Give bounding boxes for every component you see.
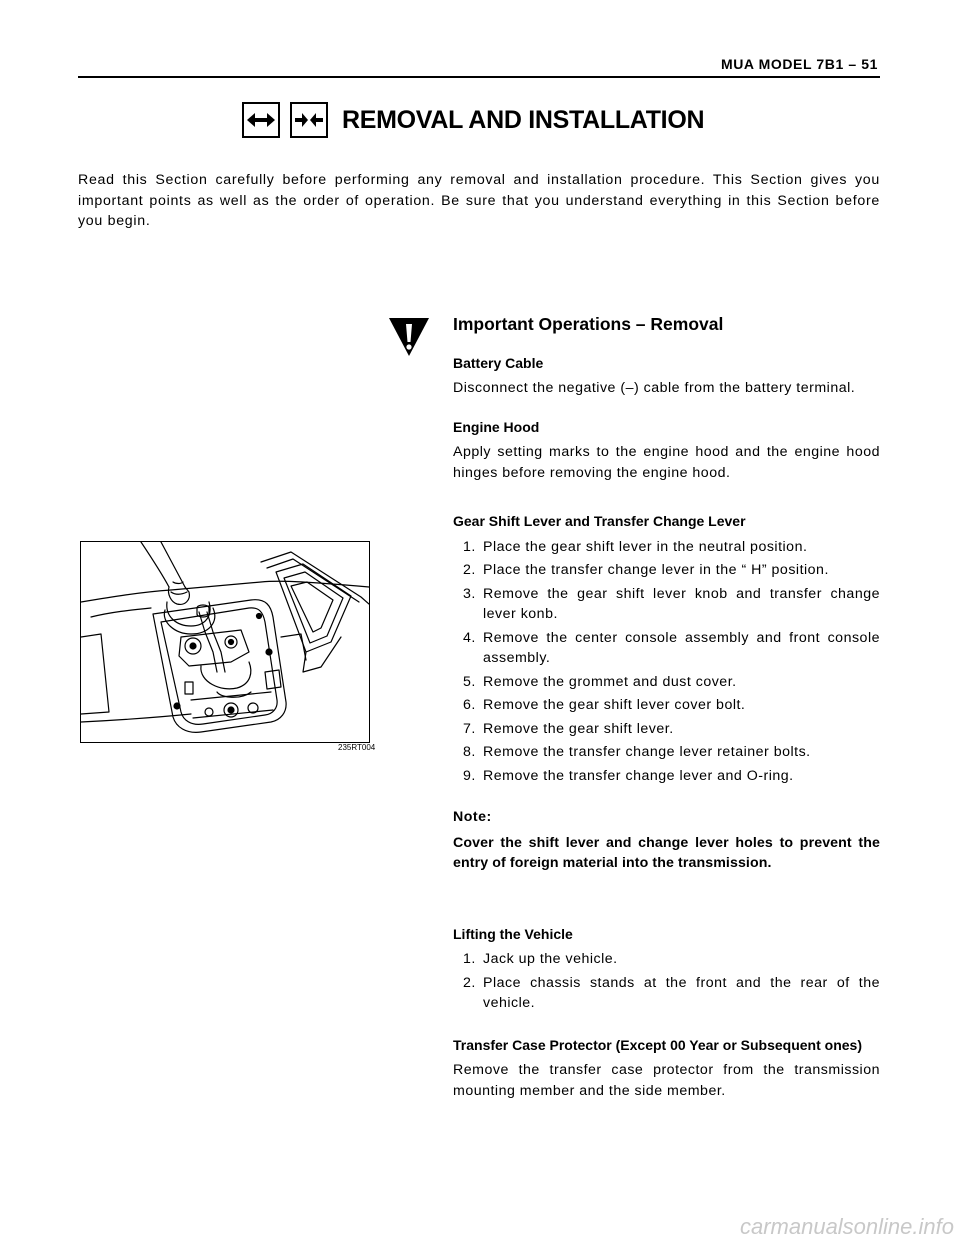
lifting-heading: Lifting the Vehicle bbox=[453, 925, 573, 942]
installation-arrows-icon bbox=[290, 102, 328, 138]
list-item: 5. Remove the grommet and dust cover. bbox=[463, 673, 737, 690]
section-title-row bbox=[242, 100, 704, 140]
section-heading: Important Operations – Removal bbox=[453, 314, 724, 334]
caution-triangle-icon bbox=[388, 316, 430, 363]
list-item: 8. Remove the transfer change lever retainer bolts. bbox=[463, 744, 811, 760]
list-item: 2. Place the transfer change lever in the “ H” position. bbox=[463, 562, 829, 578]
page-header bbox=[78, 54, 880, 78]
list-item: 1. Place the gear shift lever in the neutral position. bbox=[463, 538, 808, 555]
engine-hood-text: Apply setting marks to the engine hood and the engine hood hinges before removing the engine hood. bbox=[453, 444, 880, 481]
list-item: 4. Remove the center console assembly and front console assembly. bbox=[463, 629, 880, 666]
removal-operations-column bbox=[453, 314, 880, 1101]
list-item: 2. Place chassis stands at the front and the rear of the vehicle. bbox=[463, 974, 880, 1011]
gear-shift-steps bbox=[453, 537, 880, 787]
battery-cable-heading: Battery Cable bbox=[453, 354, 544, 371]
protector-text: Remove the transfer case protector from the transmission mounting member and the side member. bbox=[453, 1062, 880, 1099]
list-item: 3. Remove the gear shift lever knob and transfer change lever konb. bbox=[463, 585, 880, 622]
intro-paragraph: Read this Section carefully before performing any removal and installation procedure. This Section gives you important points as well as the order of operation. Be sure that you understand everything in this Section before you begin. bbox=[78, 172, 880, 230]
list-item: 1. Jack up the vehicle. bbox=[463, 951, 618, 967]
page-title: REMOVAL AND INSTALLATION bbox=[342, 105, 705, 134]
page-number-label: MUA MODEL 7B1 – 51 bbox=[720, 56, 878, 72]
note-text: Cover the shift lever and change lever holes to prevent the entry of foreign material into the transmission. bbox=[453, 834, 880, 871]
battery-cable-text: Disconnect the negative (–) cable from the battery terminal. bbox=[453, 380, 856, 396]
engine-hood-heading: Engine Hood bbox=[453, 418, 540, 435]
protector-heading: Transfer Case Protector (Except 00 Year or Subsequent ones) bbox=[453, 1036, 863, 1053]
list-item: 9. Remove the transfer change lever and O-ring. bbox=[463, 767, 794, 784]
figure-caption: 235RT004 bbox=[338, 743, 376, 752]
gear-shift-heading: Gear Shift Lever and Transfer Change Lever bbox=[453, 513, 746, 529]
watermark: carmanualsonline.info bbox=[739, 1214, 954, 1239]
list-item: 7. Remove the gear shift lever. bbox=[463, 720, 674, 737]
shift-lever-illustration bbox=[80, 541, 370, 743]
list-item: 6. Remove the gear shift lever cover bolt. bbox=[463, 697, 746, 713]
lifting-steps bbox=[453, 949, 880, 1014]
removal-arrows-icon bbox=[242, 102, 280, 138]
note-label: Note: bbox=[453, 809, 492, 825]
